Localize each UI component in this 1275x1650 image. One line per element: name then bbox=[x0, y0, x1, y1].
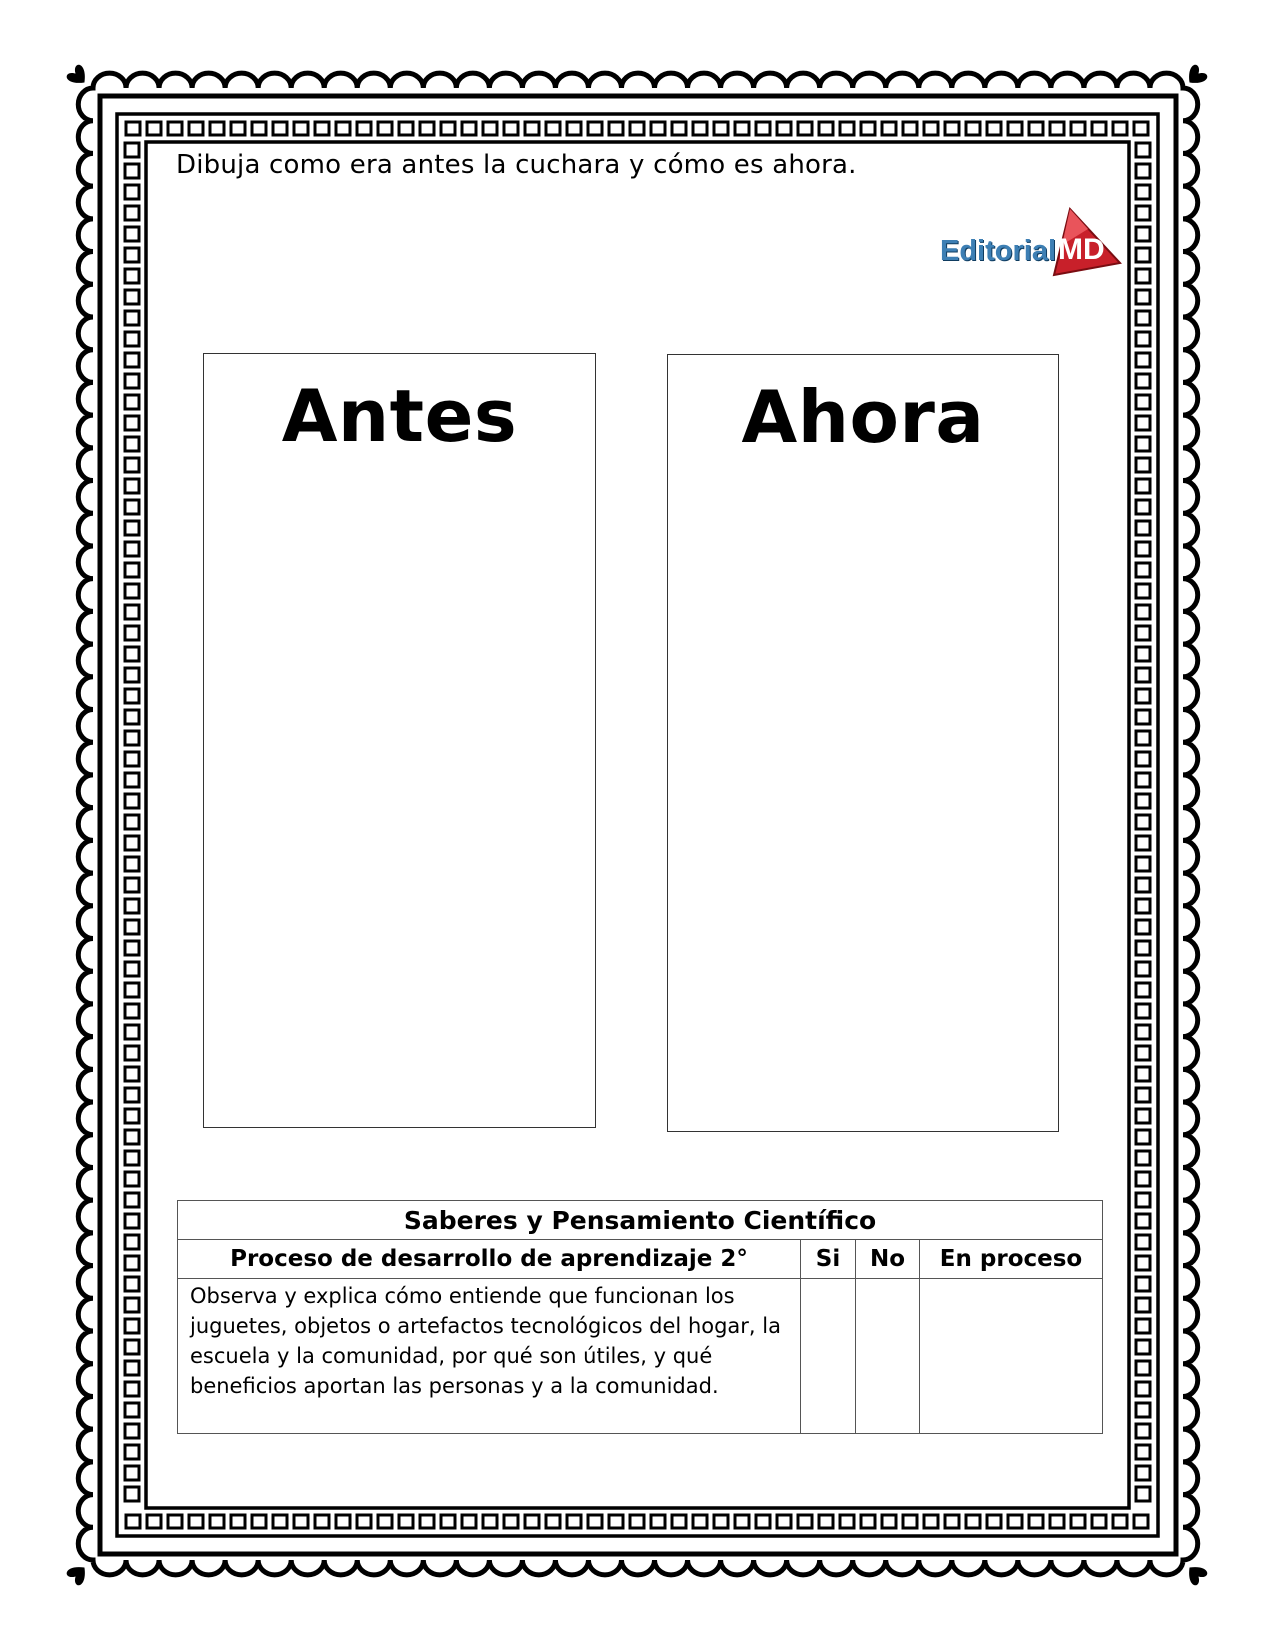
box-title-antes: Antes bbox=[281, 374, 518, 458]
drawing-box-ahora[interactable] bbox=[667, 354, 1059, 1132]
drawing-box-antes[interactable] bbox=[203, 353, 596, 1128]
header-no: No bbox=[856, 1240, 920, 1279]
header-process: Proceso de desarrollo de aprendizaje 2° bbox=[178, 1240, 801, 1279]
indicator-text: Observa y explica cómo entiende que funcionan los juguetes, objetos o artefactos tecnológicos del hogar, la escuela y la comunidad, por qué son útiles, y qué beneficios aportan las personas y a la comunidad. bbox=[178, 1279, 801, 1434]
logo-text: Editorial bbox=[940, 235, 1057, 267]
publisher-logo bbox=[940, 205, 1120, 285]
instruction-text: Dibuja como era antes la cuchara y cómo es ahora. bbox=[176, 150, 857, 180]
header-si: Si bbox=[801, 1240, 856, 1279]
check-cell-en-proceso[interactable] bbox=[920, 1279, 1103, 1434]
logo-md-icon bbox=[1050, 205, 1122, 285]
subject-title: Saberes y Pensamiento Científico bbox=[178, 1201, 1103, 1240]
header-en-proceso: En proceso bbox=[920, 1240, 1103, 1279]
evaluation-table bbox=[177, 1200, 1103, 1434]
box-title-ahora: Ahora bbox=[741, 375, 985, 459]
svg-text:MD: MD bbox=[1058, 233, 1105, 266]
check-cell-si[interactable] bbox=[801, 1279, 856, 1434]
check-cell-no[interactable] bbox=[856, 1279, 920, 1434]
